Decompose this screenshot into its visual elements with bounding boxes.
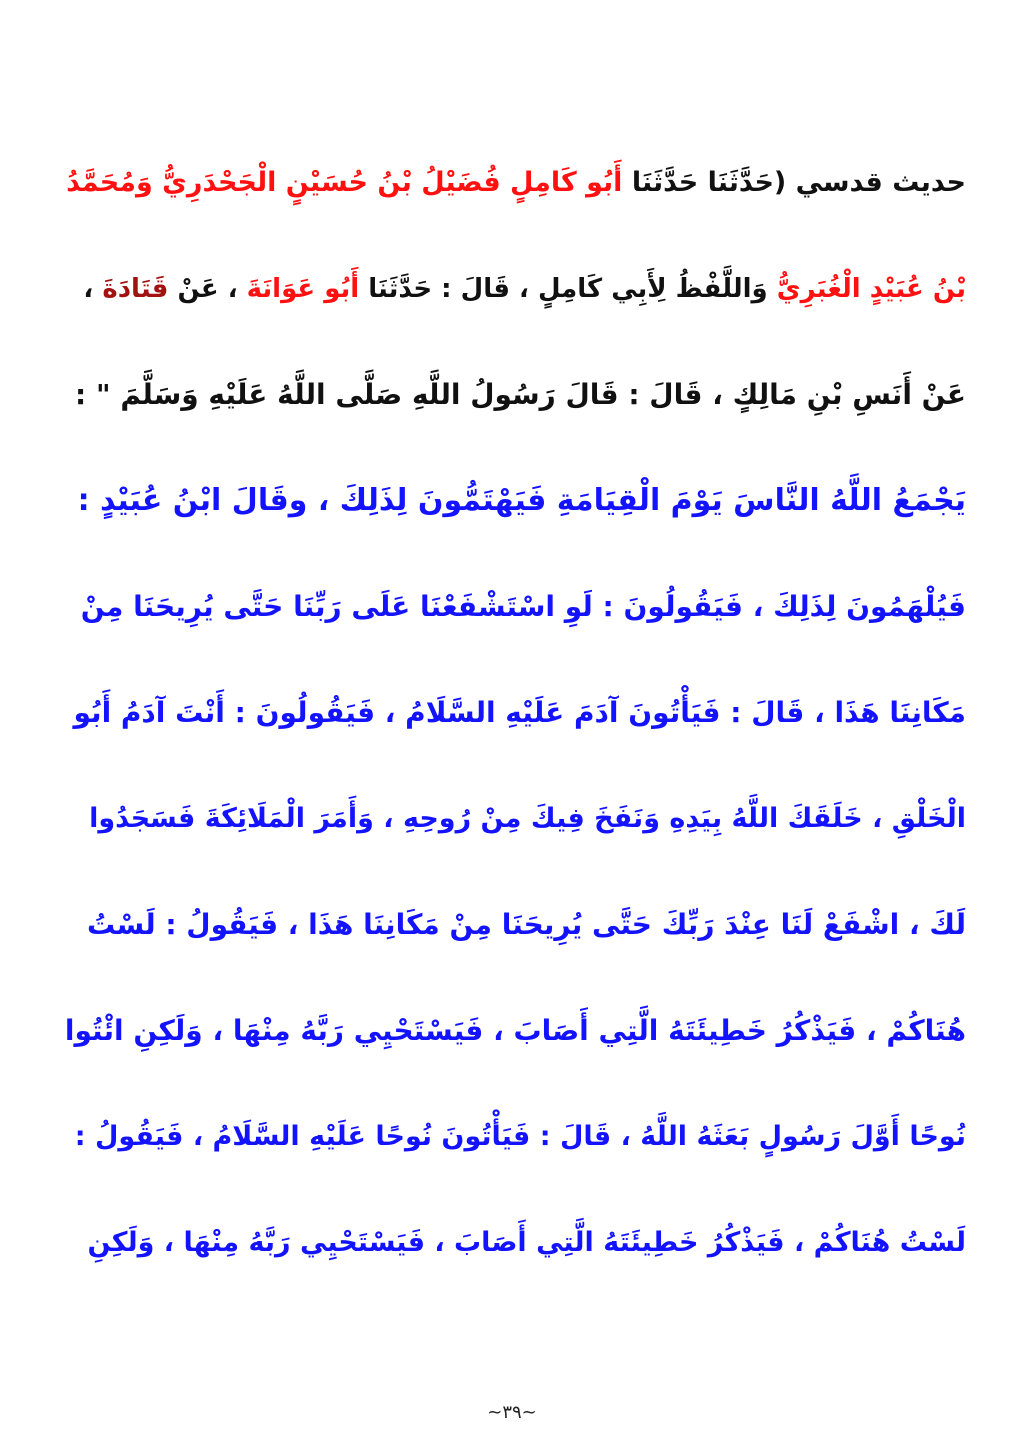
- text-line: [58, 1190, 966, 1296]
- text-line: [58, 236, 966, 342]
- text-line: [58, 1084, 966, 1190]
- text-segment: وَاللَّفْظُ لِأَبِي كَامِلٍ ، قَالَ : حَدَّثَنَا: [359, 274, 777, 304]
- text-segment: قَتَادَةَ: [102, 274, 169, 304]
- text-segment: الْخَلْقِ ، خَلَقَكَ اللَّهُ بِيَدِهِ وَنَفَخَ فِيكَ مِنْ رُوحِهِ ، وَأَمَرَ الْمَلَائِكَةَ فَسَجَدُوا: [89, 803, 966, 834]
- text-segment: أَبُو عَوَانَةَ: [246, 274, 360, 304]
- text-line: [58, 554, 966, 660]
- text-line: [58, 448, 966, 554]
- text-segment: لَكَ ، اشْفَعْ لَنَا عِنْدَ رَبِّكَ حَتَّى يُرِيحَنَا مِنْ مَكَانِنَا هَذَا ، فَيَقُولُ : لَسْتُ: [86, 908, 966, 941]
- text-segment: هُنَاكُمْ ، فَيَذْكُرُ خَطِيئَتَهُ الَّتِي أَصَابَ ، فَيَسْتَحْيِي رَبَّهُ مِنْهَا ، وَلَكِنِ ائْتُوا: [64, 1014, 966, 1047]
- text-line: [58, 130, 966, 236]
- text-segment: ، عَنْ: [168, 274, 247, 304]
- text-segment: بْنُ عُبَيْدٍ الْغُبَرِيُّ: [776, 274, 966, 304]
- text-line: [58, 978, 966, 1084]
- text-segment: عَنْ أَنَسِ بْنِ مَالِكٍ ، قَالَ : قَالَ رَسُولُ اللَّهِ صَلَّى اللَّهُ عَلَيْهِ وَسَلَّمَ " :: [75, 378, 966, 411]
- text-line: [58, 342, 966, 448]
- page-number: ~٣٩~: [487, 1402, 537, 1423]
- text-segment: أَبُو كَامِلٍ فُضَيْلُ بْنُ حُسَيْنٍ الْجَحْدَرِيُّ وَمُحَمَّدُ: [66, 167, 623, 198]
- text-segment: ،: [83, 274, 103, 304]
- text-line: [58, 766, 966, 872]
- text-segment: فَيُلْهَمُونَ لِذَلِكَ ، فَيَقُولُونَ : لَوِ اسْتَشْفَعْنَا عَلَى رَبِّنَا حَتَّى يُرِيحَنَا مِنْ: [80, 590, 966, 623]
- hadith-text: [58, 130, 966, 1296]
- text-line: [58, 872, 966, 978]
- text-line: [58, 660, 966, 766]
- text-segment: مَكَانِنَا هَذَا ، قَالَ : فَيَأْتُونَ آدَمَ عَلَيْهِ السَّلَامُ ، فَيَقُولُونَ : أَنْتَ آدَمُ أَبُو: [73, 696, 966, 729]
- text-segment: نُوحًا أَوَّلَ رَسُولٍ بَعَثَهُ اللَّهُ ، قَالَ : فَيَأْتُونَ نُوحًا عَلَيْهِ السَّلَامُ ، فَيَقُولُ :: [74, 1121, 966, 1152]
- text-segment: يَجْمَعُ اللَّهُ النَّاسَ يَوْمَ الْقِيَامَةِ فَيَهْتَمُّونَ لِذَلِكَ ، وقَالَ ابْنُ عُبَيْدٍ :: [77, 483, 966, 518]
- text-segment: حديث قدسي (حَدَّثَنَا حَدَّثَنَا: [622, 167, 966, 198]
- text-segment: لَسْتُ هُنَاكُمْ ، فَيَذْكُرُ خَطِيئَتَهُ الَّتِي أَصَابَ ، فَيَسْتَحْيِي رَبَّهُ مِنْهَا ، وَلَكِنِ: [87, 1227, 966, 1258]
